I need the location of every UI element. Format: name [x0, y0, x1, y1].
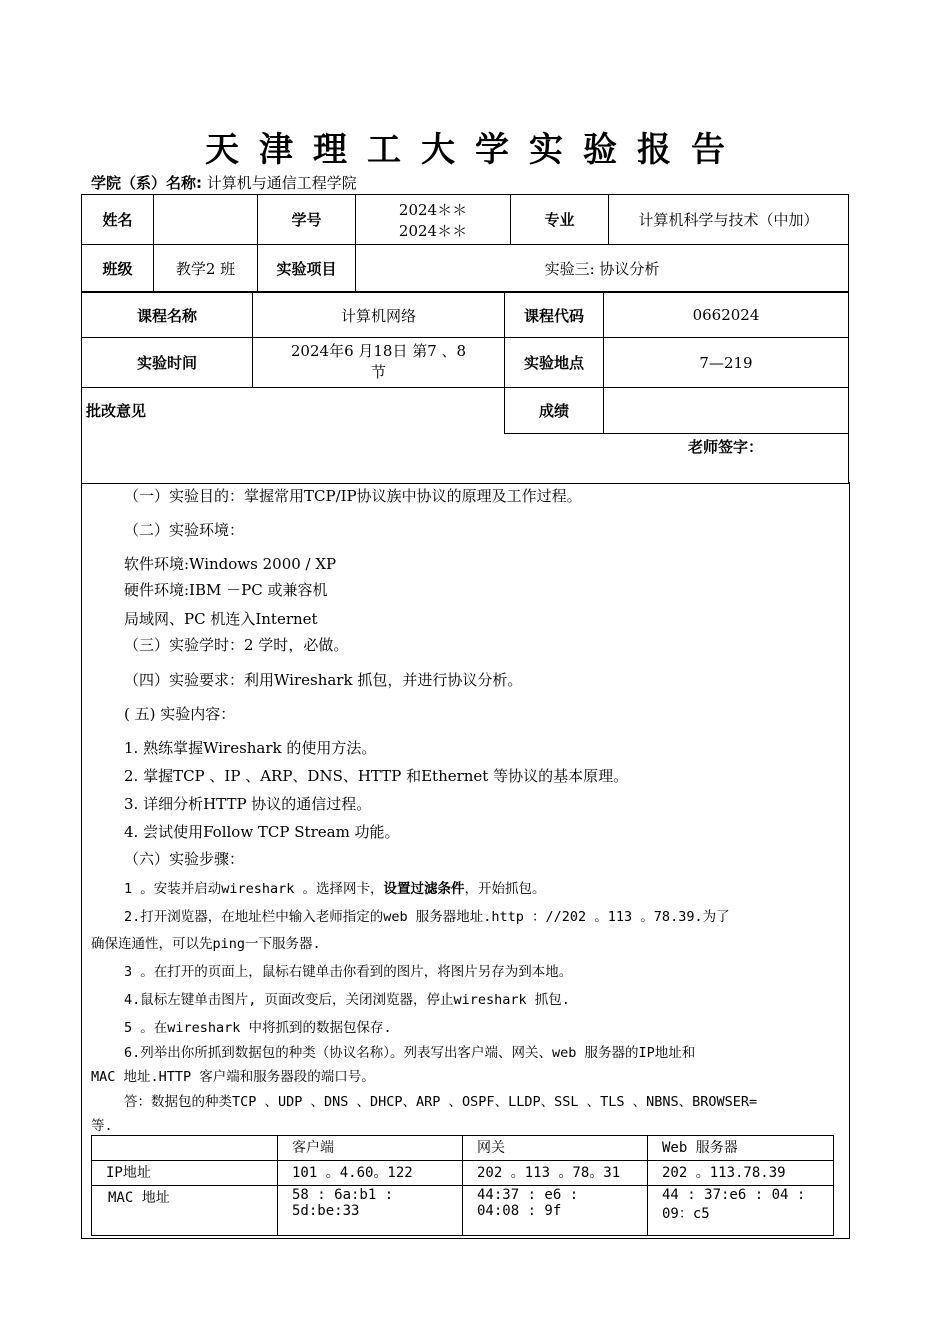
class-value: 教学2 班 — [154, 245, 258, 292]
time-line1: 2024年6 月18日 第7 、8 — [290, 342, 467, 360]
content-item-1: 1. 熟练掌握Wireshark 的使用方法。 — [124, 739, 377, 757]
student-id-label: 学号 — [258, 195, 356, 245]
environment-heading: （二）实验环境： — [124, 521, 245, 539]
college-value: 计算机与通信工程学院 — [206, 174, 357, 192]
name-value — [154, 195, 258, 245]
project-value: 实验三: 协议分析 — [356, 245, 849, 292]
hardware-env: 硬件环境:IBM －PC 或兼容机 — [124, 581, 328, 599]
step-4: 4.鼠标左键单击图片, 页面改变后，关闭浏览器，停止wireshark 抓包. — [124, 992, 570, 1008]
report-title: 天津理工大学实验报告 — [205, 130, 745, 170]
mac-client-line1: 58 : 6a:b1 : — [292, 1187, 394, 1203]
time-value — [253, 338, 505, 388]
addr-header-client: 客户端 — [278, 1136, 463, 1161]
network-env: 局域网、PC 机连入Internet — [124, 610, 318, 628]
college-label: 学院（系）名称: — [91, 174, 202, 192]
teacher-sign: 老师签字： — [82, 434, 849, 484]
mac-server-line2: 09：c5 — [662, 1206, 710, 1222]
step-1-text-c: ，开始抓包。 — [464, 881, 546, 897]
addr-header-server: Web 服务器 — [648, 1136, 834, 1161]
major-label: 专业 — [511, 195, 609, 245]
step-1 — [124, 877, 546, 897]
mac-server — [648, 1186, 834, 1236]
place-value: 7—219 — [604, 338, 849, 388]
header-table — [81, 194, 848, 482]
software-env: 软件环境:Windows 2000 / XP — [124, 555, 337, 573]
hours-line: （三）实验学时：2 学时，必做。 — [124, 636, 349, 654]
course-code-label: 课程代码 — [505, 293, 604, 338]
step-1-text-a: 1 。安装并启动wireshark 。选择网卡， — [124, 881, 384, 897]
answer-line2: 等. — [91, 1118, 113, 1134]
student-id-value — [356, 195, 511, 245]
addr-header-gateway: 网关 — [463, 1136, 648, 1161]
steps-heading: （六）实验步骤： — [124, 850, 245, 868]
answer-line1: 答：数据包的种类TCP 、UDP 、DNS 、DHCP、ARP 、OSPF、LLDP、SSL 、TLS 、NBNS、BROWSER= — [124, 1094, 758, 1110]
mac-gateway — [463, 1186, 648, 1236]
step-3: 3 。在打开的页面上，鼠标右键单击你看到的图片，将图片另存为到本地。 — [124, 964, 573, 980]
step-1-bold: 设置过滤条件 — [383, 881, 465, 897]
ip-server: 202 。113.78.39 — [648, 1161, 834, 1186]
course-value: 计算机网络 — [253, 293, 505, 338]
info-row-table-1 — [81, 194, 849, 292]
class-label: 班级 — [82, 245, 154, 292]
student-id-line2: 2024＊＊ — [398, 221, 468, 240]
objective-line: （一）实验目的：掌握常用TCP/IP协议族中协议的原理及工作过程。 — [124, 487, 582, 505]
time-label: 实验时间 — [82, 338, 253, 388]
mac-server-line1: 44 : 37:e6 : 04 : — [662, 1187, 806, 1203]
report-body — [81, 482, 850, 1239]
course-code-value: 0662024 — [604, 293, 849, 338]
step-6-line1: 6.列举出你所抓到数据包的种类（协议名称）。列表写出客户端、网关、web 服务器的IP地址和 — [124, 1045, 696, 1061]
score-label: 成绩 — [505, 388, 604, 434]
mac-client-line2: 5d:be:33 — [292, 1203, 360, 1219]
step-6-line2: MAC 地址.HTTP 客户端和服务器段的端口号。 — [91, 1069, 375, 1085]
addr-header-empty — [92, 1136, 278, 1161]
time-line2: 节 — [370, 363, 386, 381]
step-2-line1: 2.打开浏览器，在地址栏中输入老师指定的web 服务器地址.http ：//202 。113 。78.39.为了 — [124, 909, 730, 925]
major-value: 计算机科学与技术（中加） — [609, 195, 849, 245]
ip-label: IP地址 — [92, 1161, 278, 1186]
score-value — [604, 388, 849, 434]
requirement-line: （四）实验要求：利用Wireshark 抓包，并进行协议分析。 — [124, 671, 523, 689]
mac-client — [278, 1186, 463, 1236]
mac-gateway-line1: 44:37 : e6 : — [477, 1187, 579, 1203]
mac-gateway-line2: 04:08 : 9f — [477, 1203, 562, 1219]
ip-gateway: 202 。113 。78。31 — [463, 1161, 648, 1186]
name-label: 姓名 — [82, 195, 154, 245]
course-label: 课程名称 — [82, 293, 253, 338]
mac-label: MAC 地址 — [92, 1186, 278, 1236]
project-label: 实验项目 — [258, 245, 356, 292]
content-item-3: 3. 详细分析HTTP 协议的通信过程。 — [124, 795, 372, 813]
ip-client: 101 。4.60。122 — [278, 1161, 463, 1186]
step-5: 5 。在wireshark 中将抓到的数据包保存. — [124, 1020, 392, 1036]
info-row-table-2 — [81, 292, 849, 484]
college-line — [91, 172, 357, 193]
student-id-line1: 2024＊＊ — [398, 200, 468, 219]
comment-label: 批改意见 — [82, 388, 505, 434]
place-label: 实验地点 — [505, 338, 604, 388]
address-table — [91, 1135, 834, 1236]
content-item-4: 4. 尝试使用Follow TCP Stream 功能。 — [124, 823, 400, 841]
content-heading: ( 五) 实验内容： — [124, 705, 236, 723]
step-2-line2: 确保连通性，可以先ping一下服务器. — [91, 936, 321, 952]
content-item-2: 2. 掌握TCP 、IP 、ARP、DNS、HTTP 和Ethernet 等协议的基本原理。 — [124, 767, 629, 785]
